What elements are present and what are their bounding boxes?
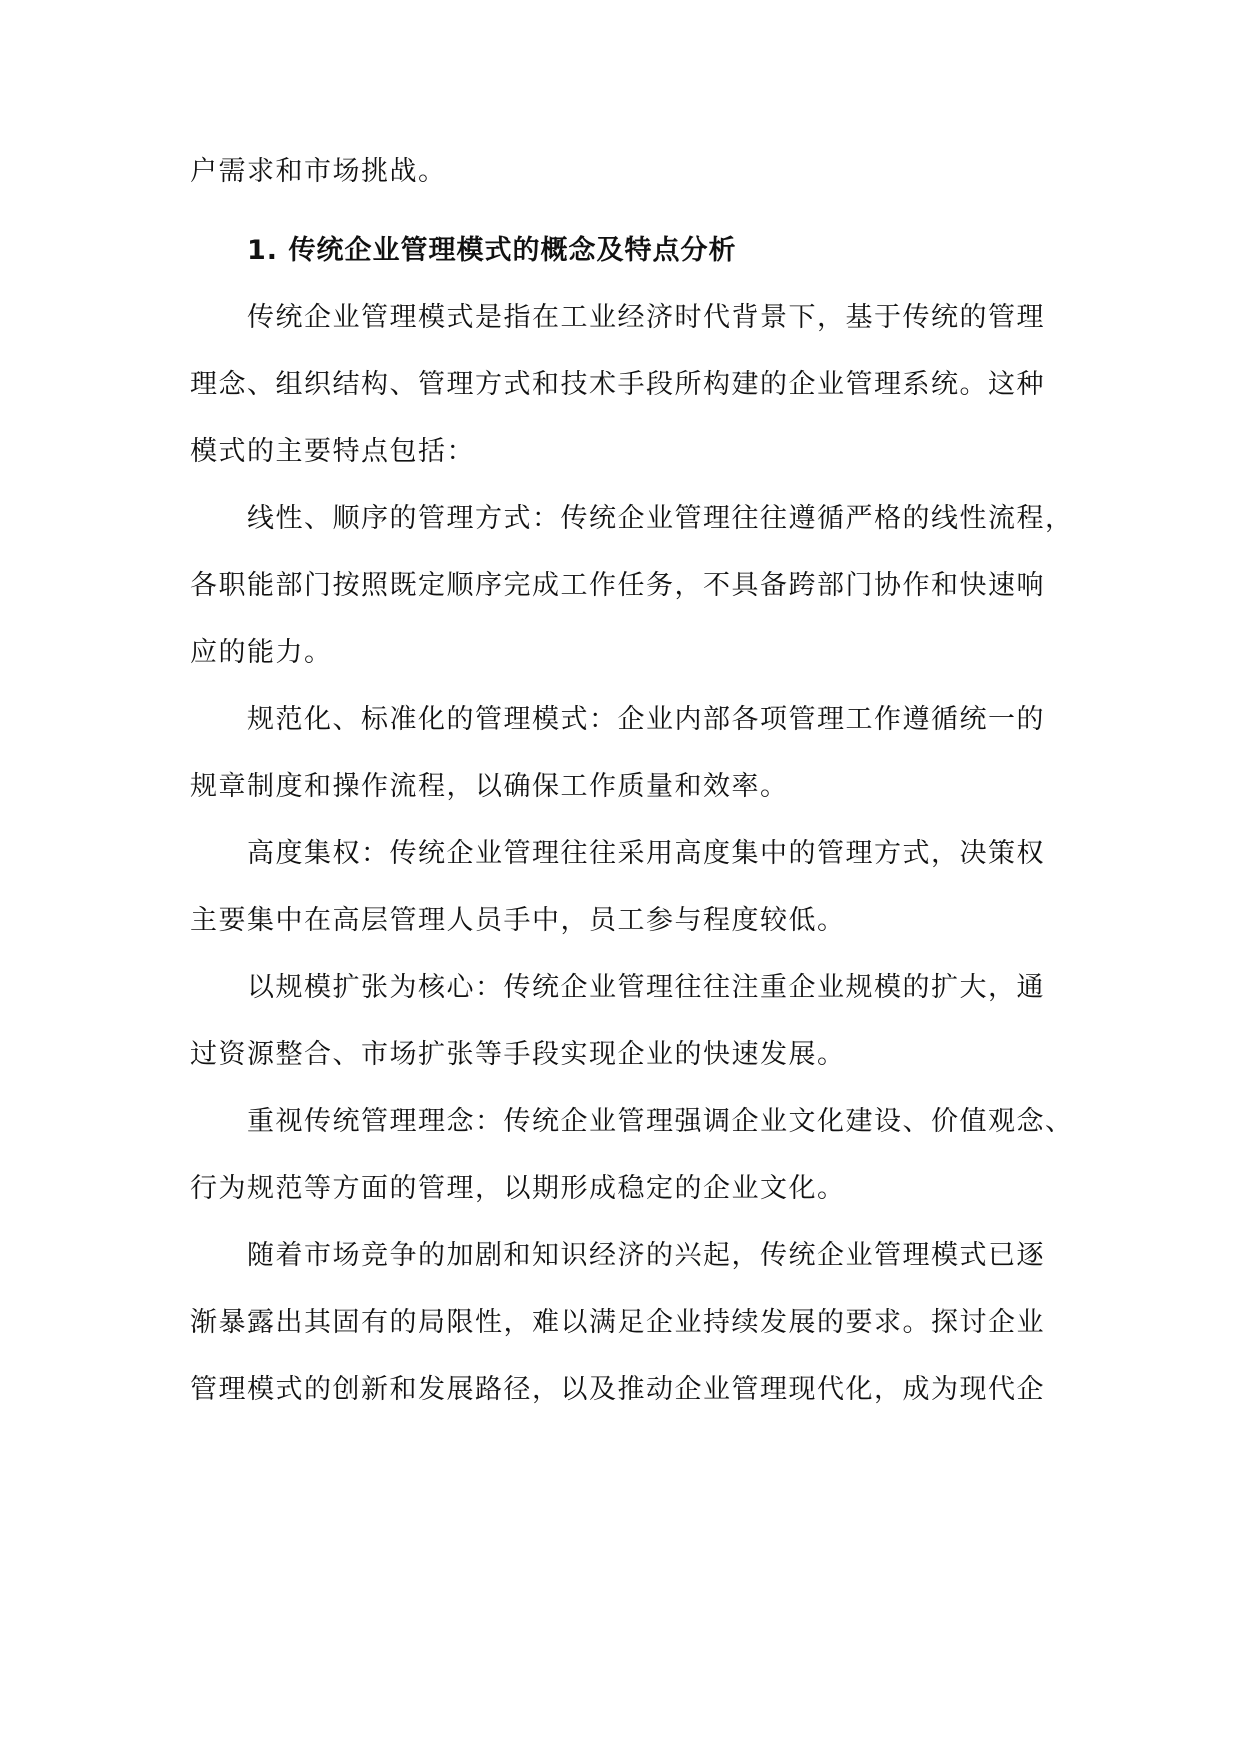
paragraph-line: 渐暴露出其固有的局限性，难以满足企业持续发展的要求。探讨企业 <box>190 1307 1045 1338</box>
paragraph-line: 主要集中在高层管理人员手中，员工参与程度较低。 <box>190 905 846 936</box>
paragraph-line: 应的能力。 <box>190 637 333 668</box>
paragraph-line: 规章制度和操作流程，以确保工作质量和效率。 <box>190 771 789 802</box>
paragraph-line: 传统企业管理模式是指在工业经济时代背景下，基于传统的管理 <box>247 302 1045 333</box>
paragraph-line: 行为规范等方面的管理，以期形成稳定的企业文化。 <box>190 1173 846 1204</box>
paragraph-line: 户需求和市场挑战。 <box>190 156 447 187</box>
paragraph-line: 随着市场竞争的加剧和知识经济的兴起，传统企业管理模式已逐 <box>247 1240 1045 1271</box>
section-heading: 1. 传统企业管理模式的概念及特点分析 <box>247 235 737 266</box>
paragraph-line: 各职能部门按照既定顺序完成工作任务，不具备跨部门协作和快速响 <box>190 570 1045 601</box>
paragraph-line: 线性、顺序的管理方式：传统企业管理往往遵循严格的线性流程， <box>247 503 1074 534</box>
paragraph-line: 规范化、标准化的管理模式：企业内部各项管理工作遵循统一的 <box>247 704 1045 735</box>
paragraph-line: 以规模扩张为核心：传统企业管理往往注重企业规模的扩大，通 <box>247 972 1045 1003</box>
paragraph-line: 重视传统管理理念：传统企业管理强调企业文化建设、价值观念、 <box>247 1106 1074 1137</box>
paragraph-line: 高度集权：传统企业管理往往采用高度集中的管理方式，决策权 <box>247 838 1045 869</box>
paragraph-line: 过资源整合、市场扩张等手段实现企业的快速发展。 <box>190 1039 846 1070</box>
paragraph-line: 模式的主要特点包括： <box>190 436 475 467</box>
paragraph-line: 管理模式的创新和发展路径，以及推动企业管理现代化，成为现代企 <box>190 1374 1045 1405</box>
paragraph-line: 理念、组织结构、管理方式和技术手段所构建的企业管理系统。这种 <box>190 369 1045 400</box>
